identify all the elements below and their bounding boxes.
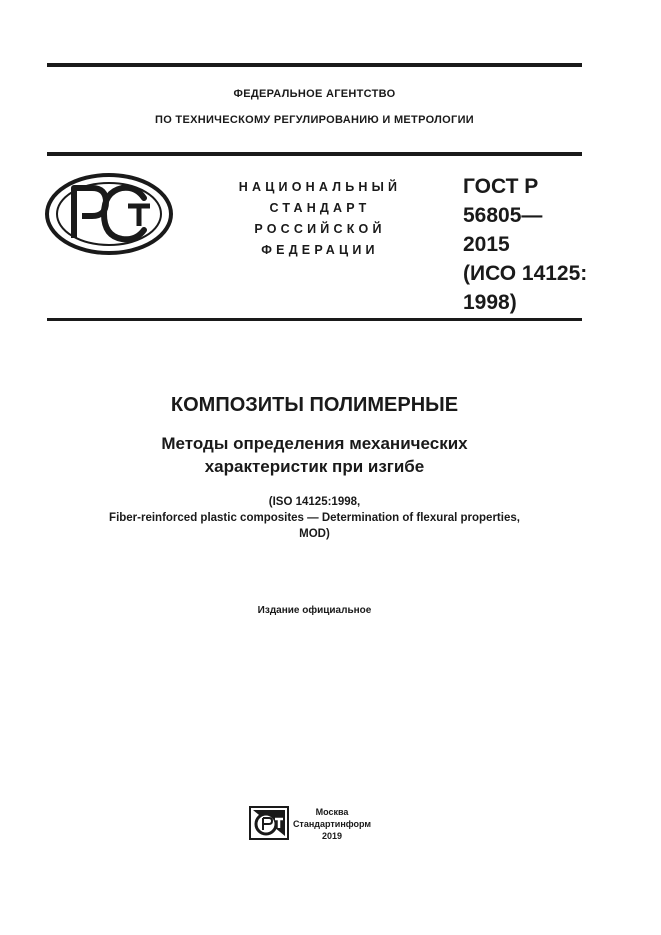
designation-line-3: 2015 <box>463 233 510 256</box>
document-subtitle <box>47 432 582 478</box>
standard-type-line-3: РОССИЙСКОЙ <box>254 222 386 236</box>
publisher-block <box>292 806 372 842</box>
publisher-year: 2019 <box>321 831 343 841</box>
document-title: КОМПОЗИТЫ ПОЛИМЕРНЫЕ <box>170 394 459 416</box>
middle-rule <box>47 152 582 156</box>
iso-reference <box>47 494 582 542</box>
standard-designation <box>463 172 587 317</box>
designation-line-1: ГОСТ Р <box>463 175 539 198</box>
standard-type-block <box>225 177 415 261</box>
top-rule <box>47 63 582 67</box>
publisher-name: Стандартинформ <box>292 819 372 829</box>
standartinform-logo-icon <box>249 806 289 840</box>
standard-type-line-1: НАЦИОНАЛЬНЫЙ <box>238 180 402 194</box>
designation-line-5: 1998) <box>463 291 517 314</box>
designation-line-4: (ИСО 14125: <box>463 262 588 285</box>
standard-type-line-4: ФЕДЕРАЦИИ <box>261 243 379 257</box>
subtitle-line-1: Методы определения механических <box>161 434 468 453</box>
edition-label: Издание официальное <box>257 605 372 616</box>
publisher-city: Москва <box>315 807 349 817</box>
standard-type-line-2: СТАНДАРТ <box>269 201 371 215</box>
iso-reference-line-3: MOD) <box>299 528 330 540</box>
iso-reference-line-2: Fiber-reinforced plastic composites — Determination of flexural properties, <box>109 512 520 524</box>
iso-reference-line-1: (ISO 14125:1998, <box>268 496 361 508</box>
rst-gost-emblem-icon <box>44 172 174 256</box>
agency-line-2: ПО ТЕХНИЧЕСКОМУ РЕГУЛИРОВАНИЮ И МЕТРОЛОГИИ <box>155 114 474 126</box>
agency-line-1: ФЕДЕРАЛЬНОЕ АГЕНТСТВО <box>233 88 396 100</box>
subtitle-line-2: характеристик при изгибе <box>204 457 425 476</box>
bottom-rule <box>47 318 582 321</box>
designation-line-2: 56805— <box>463 204 543 227</box>
